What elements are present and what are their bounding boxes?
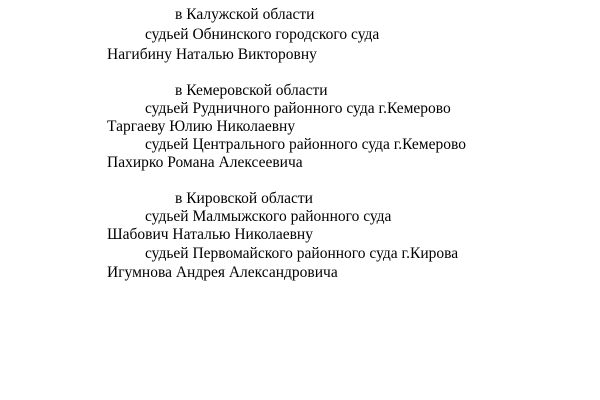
- region-heading: в Кемеровской области: [175, 82, 328, 99]
- region-heading: в Калужской области: [175, 6, 315, 23]
- judge-name: Шабович Наталью Николаевну: [107, 226, 313, 243]
- judge-name: Таргаеву Юлию Николаевну: [107, 118, 296, 135]
- judge-position: судьей Обнинского городского суда: [145, 26, 380, 43]
- judge-position: судьей Центрального районного суда г.Кемерово: [145, 136, 466, 153]
- judge-position: судьей Малмыжского районного суда: [145, 208, 392, 225]
- judge-name: Нагибину Наталью Викторовну: [107, 46, 317, 63]
- judge-name: Игумнова Андрея Александровича: [107, 264, 338, 281]
- region-heading: в Кировской области: [175, 190, 313, 207]
- judge-name: Пахирко Романа Алексеевича: [107, 154, 303, 171]
- judge-position: судьей Рудничного районного суда г.Кемерово: [145, 100, 451, 117]
- judge-position: судьей Первомайского районного суда г.Кирова: [145, 245, 459, 262]
